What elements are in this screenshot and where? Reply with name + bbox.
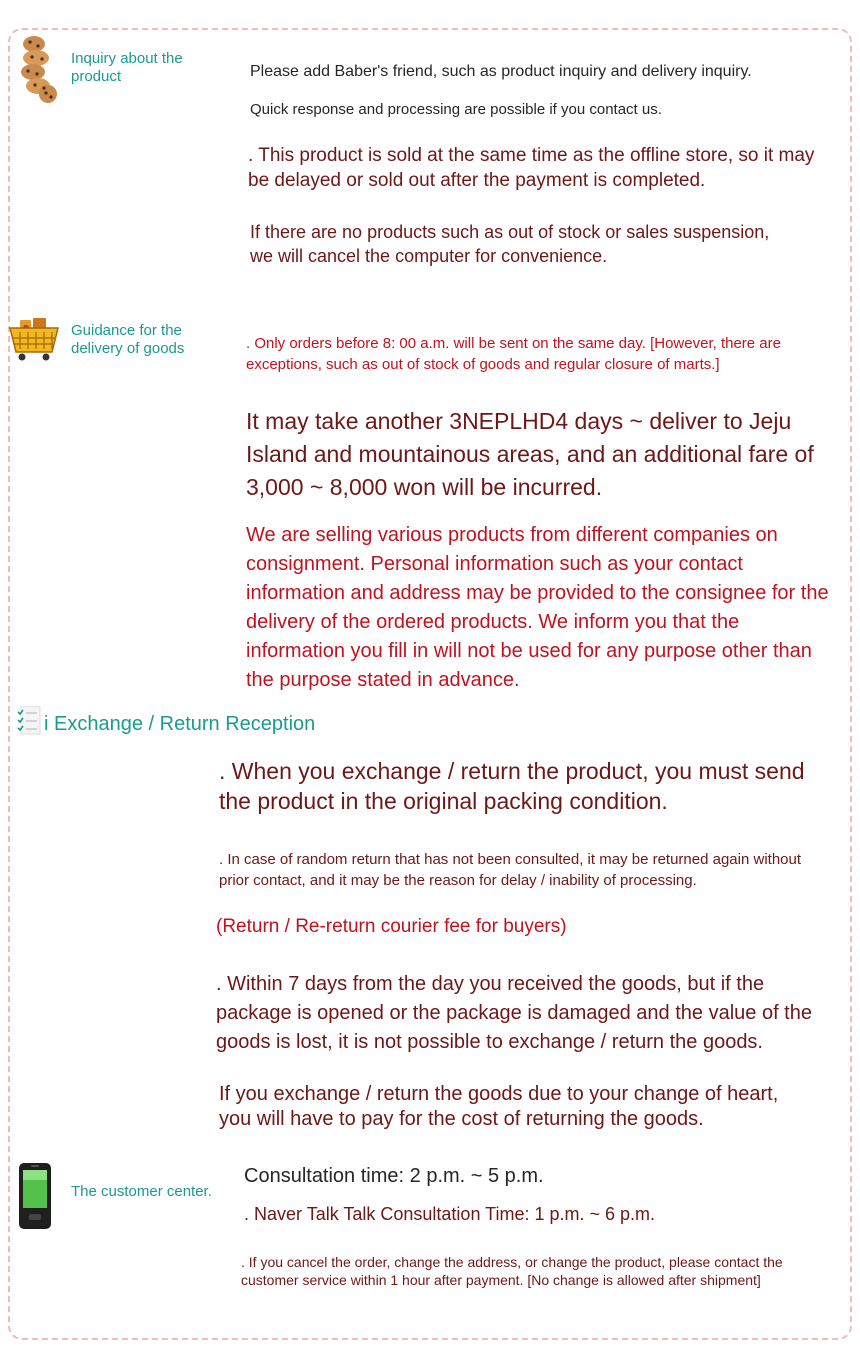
exchange-para-4: . Within 7 days from the day you received the goods, but if the package is opened or the package is damaged and the value of the goods is lost, it is not possible to exchange / return the goods. bbox=[216, 973, 812, 1053]
delivery-para-1: . Only orders before 8: 00 a.m. will be sent on the same day. [However, there are exceptions, such as out of stock of goods and regular closure of marts.] bbox=[246, 335, 781, 373]
customer-para: . If you cancel the order, change the address, or change the product, please contact the customer service within 1 hour after payment. [No change is allowed after shipment] bbox=[241, 1254, 783, 1288]
inquiry-label: Inquiry about the product bbox=[71, 50, 183, 85]
delivery-para-2: It may take another 3NEPLHD4 days ~ deliver to Jeju Island and mountainous areas, and an additional fare of 3,000 ~ 8,000 won will be incurred. bbox=[246, 408, 814, 500]
delivery-para-3: We are selling various products from different companies on consignment. Personal information such as your contact information and address may be provided to the consignee for the delivery of the ordered products. We inform you that the information you fill in will not be used for any purpose other than the purpose stated in advance. bbox=[246, 524, 829, 691]
inquiry-para-2: If there are no products such as out of stock or sales suspension, we will cancel the computer for convenience. bbox=[250, 222, 770, 266]
customer-label: The customer center. bbox=[71, 1183, 212, 1200]
inquiry-line-2: Quick response and processing are possible if you contact us. bbox=[250, 101, 662, 118]
exchange-heading: i Exchange / Return Reception bbox=[44, 713, 316, 735]
exchange-para-2: . In case of random return that has not been consulted, it may be returned again without prior contact, and it may be the reason for delay / inability of processing. bbox=[219, 851, 802, 889]
exchange-para-3: (Return / Re-return courier fee for buyers) bbox=[216, 916, 567, 937]
cookie-stack-icon bbox=[14, 34, 60, 104]
exchange-para-5: If you exchange / return the goods due to your change of heart, you will have to pay for the cost of returning the goods. bbox=[219, 1083, 779, 1130]
mobile-phone-icon bbox=[18, 1162, 52, 1230]
checklist-icon bbox=[16, 706, 42, 736]
inquiry-line-1: Please add Baber's friend, such as product inquiry and delivery inquiry. bbox=[250, 63, 752, 80]
shopping-basket-icon bbox=[8, 318, 60, 362]
delivery-label: Guidance for the delivery of goods bbox=[71, 322, 185, 357]
inquiry-para-1: . This product is sold at the same time as the offline store, so it may be delayed or sold out after the payment is completed. bbox=[248, 145, 815, 191]
exchange-para-1: . When you exchange / return the product, you must send the product in the original packing condition. bbox=[219, 758, 805, 814]
customer-line-2: . Naver Talk Talk Consultation Time: 1 p.m. ~ 6 p.m. bbox=[244, 1204, 656, 1224]
customer-line-1: Consultation time: 2 p.m. ~ 5 p.m. bbox=[244, 1165, 544, 1187]
